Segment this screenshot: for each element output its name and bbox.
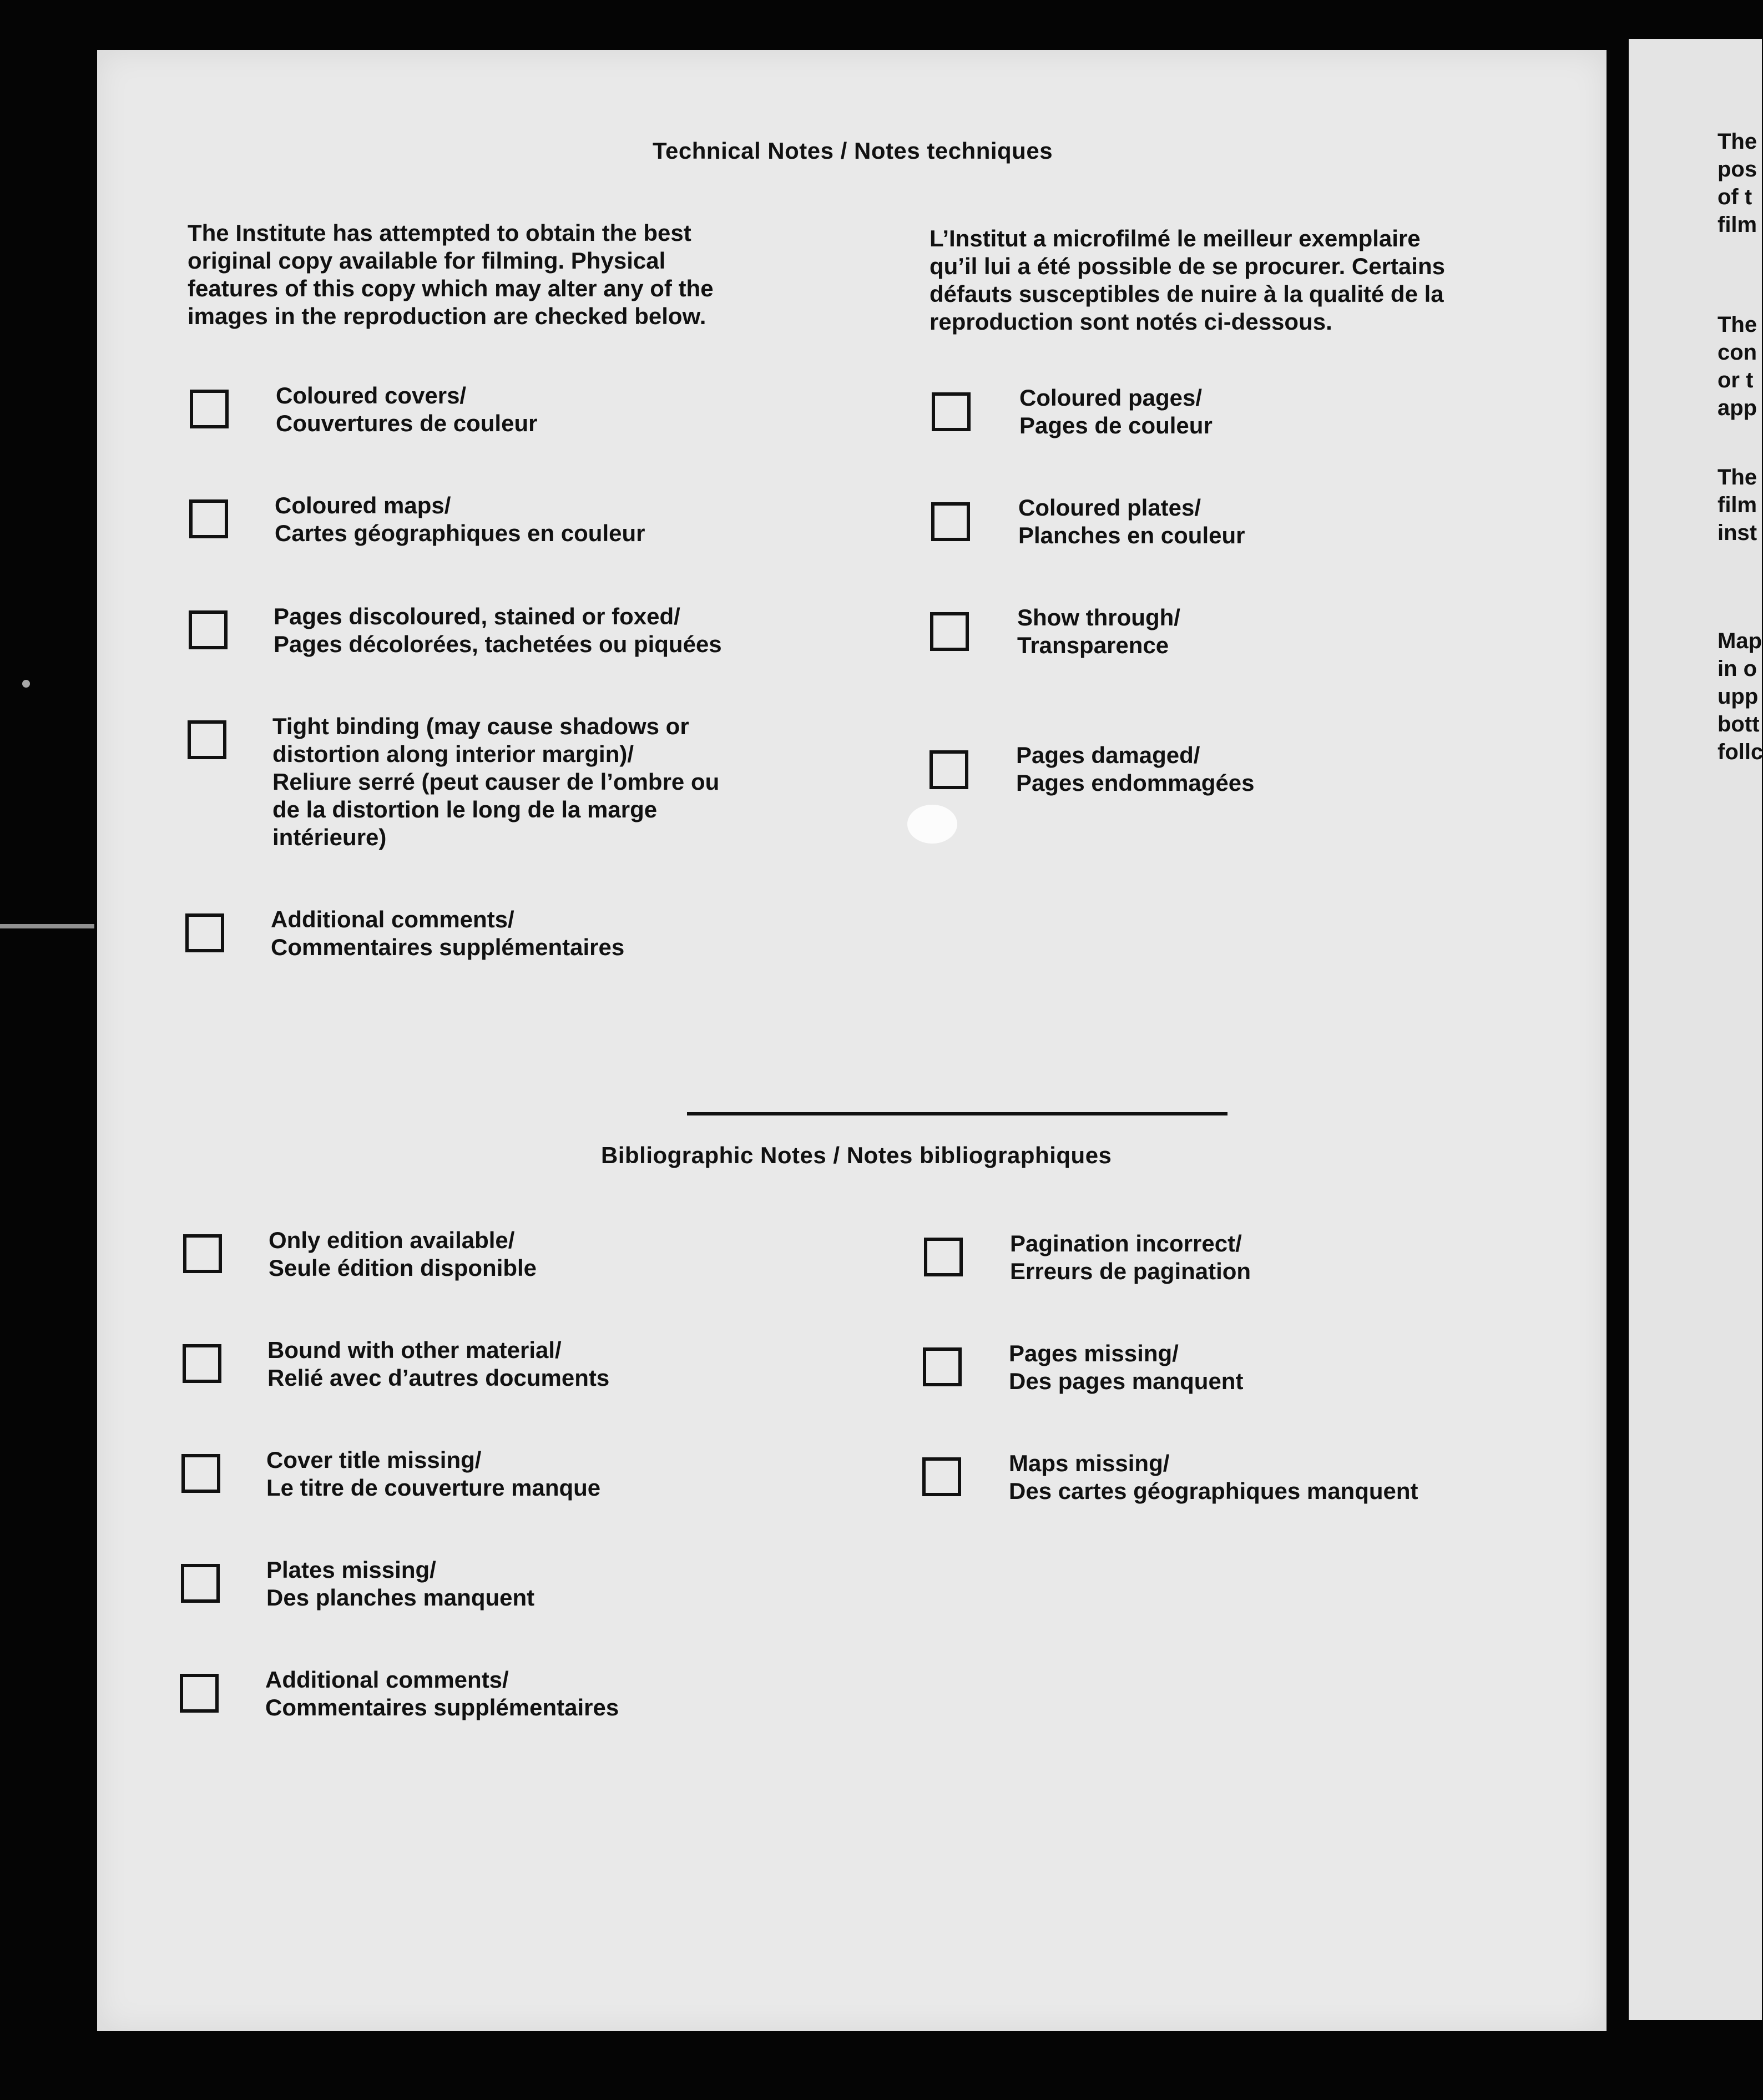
label-plates-missing: Plates missing/ Des planches manquent — [266, 1557, 535, 1611]
fragment-line: The — [1717, 465, 1757, 489]
label-only-edition: Only edition available/ Seule édition disponible — [269, 1227, 537, 1281]
fragment-line: The — [1717, 312, 1757, 337]
label-show-through: Show through/ Transparence — [1017, 604, 1180, 658]
adjacent-page-fragment — [1629, 39, 1762, 2020]
checkbox-pages-missing[interactable] — [923, 1347, 962, 1386]
fragment-line: inst — [1717, 521, 1757, 545]
checkbox-pagination-incorrect[interactable] — [924, 1238, 963, 1276]
label-coloured-covers: Coloured covers/ Couvertures de couleur — [276, 382, 538, 436]
checkbox-show-through[interactable] — [930, 612, 969, 651]
label-additional-comments-technical: Additional comments/ Commentaires supplémentaires — [271, 906, 625, 960]
label-coloured-plates: Coloured plates/ Planches en couleur — [1018, 494, 1245, 548]
checkbox-additional-comments-bibliographic[interactable] — [180, 1674, 219, 1713]
label-bound-with: Bound with other material/ Relié avec d’autres documents — [267, 1337, 610, 1391]
checkbox-cover-title-missing[interactable] — [181, 1454, 220, 1493]
intro-english: The Institute has attempted to obtain the best original copy available for filming. Physical features of this copy which may alter any of the images in the reproduction are checked below. — [188, 220, 714, 329]
bibliographic-notes-heading: Bibliographic Notes / Notes bibliographiques — [601, 1142, 1112, 1168]
fragment-line: con — [1717, 340, 1757, 365]
fragment-line: follc — [1717, 740, 1763, 764]
checkbox-additional-comments-technical[interactable] — [185, 913, 224, 952]
scan-speck — [22, 680, 30, 688]
checkbox-only-edition[interactable] — [183, 1234, 222, 1273]
technical-notes-heading: Technical Notes / Notes techniques — [653, 138, 1053, 164]
label-pages-discoloured: Pages discoloured, stained or foxed/ Pages décolorées, tachetées ou piquées — [274, 603, 722, 657]
fragment-line: pos — [1717, 157, 1757, 181]
fragment-line: app — [1717, 396, 1757, 420]
label-pages-missing: Pages missing/ Des pages manquent — [1009, 1340, 1244, 1394]
checkbox-plates-missing[interactable] — [181, 1564, 220, 1603]
fragment-line: upp — [1717, 684, 1759, 709]
fragment-line: bott — [1717, 712, 1760, 736]
fragment-line: film — [1717, 493, 1757, 517]
label-pages-damaged: Pages damaged/ Pages endommagées — [1016, 742, 1255, 796]
fragment-line: The — [1717, 129, 1757, 154]
checkbox-coloured-maps[interactable] — [189, 499, 228, 538]
checkbox-pages-damaged[interactable] — [930, 750, 968, 789]
fragment-line: in o — [1717, 657, 1757, 681]
checkbox-coloured-covers[interactable] — [190, 390, 229, 428]
fragment-line: of t — [1717, 185, 1752, 209]
label-coloured-pages: Coloured pages/ Pages de couleur — [1019, 385, 1213, 438]
fragment-line: film — [1717, 213, 1757, 237]
checkbox-tight-binding[interactable] — [188, 720, 226, 759]
checkbox-bound-with[interactable] — [183, 1344, 221, 1383]
checkbox-pages-discoloured[interactable] — [189, 610, 228, 649]
label-additional-comments-bibliographic: Additional comments/ Commentaires supplémentaires — [265, 1667, 619, 1720]
fragment-line: Map — [1717, 629, 1762, 653]
checkbox-coloured-pages[interactable] — [932, 392, 971, 431]
section-divider — [687, 1112, 1227, 1115]
fragment-line: or t — [1717, 368, 1754, 392]
label-pagination-incorrect: Pagination incorrect/ Erreurs de pagination — [1010, 1230, 1251, 1284]
label-maps-missing: Maps missing/ Des cartes géographiques manquent — [1009, 1450, 1418, 1504]
scan-streak — [0, 924, 94, 928]
document-page — [97, 50, 1607, 2031]
scan-blemish — [907, 805, 957, 844]
label-tight-binding: Tight binding (may cause shadows or distortion along interior margin)/ Reliure serré (peut causer de l’ombre ou de la distortion le long de la marge intérieure) — [272, 713, 720, 850]
label-coloured-maps: Coloured maps/ Cartes géographiques en couleur — [275, 492, 645, 546]
checkbox-coloured-plates[interactable] — [931, 502, 970, 541]
label-cover-title-missing: Cover title missing/ Le titre de couverture manque — [266, 1447, 601, 1501]
intro-french: L’Institut a microfilmé le meilleur exemplaire qu’il lui a été possible de se procurer. Certains défauts susceptibles de nuire à la qualité de la reproduction sont notés ci-dessous. — [930, 225, 1445, 335]
checkbox-maps-missing[interactable] — [922, 1457, 961, 1496]
